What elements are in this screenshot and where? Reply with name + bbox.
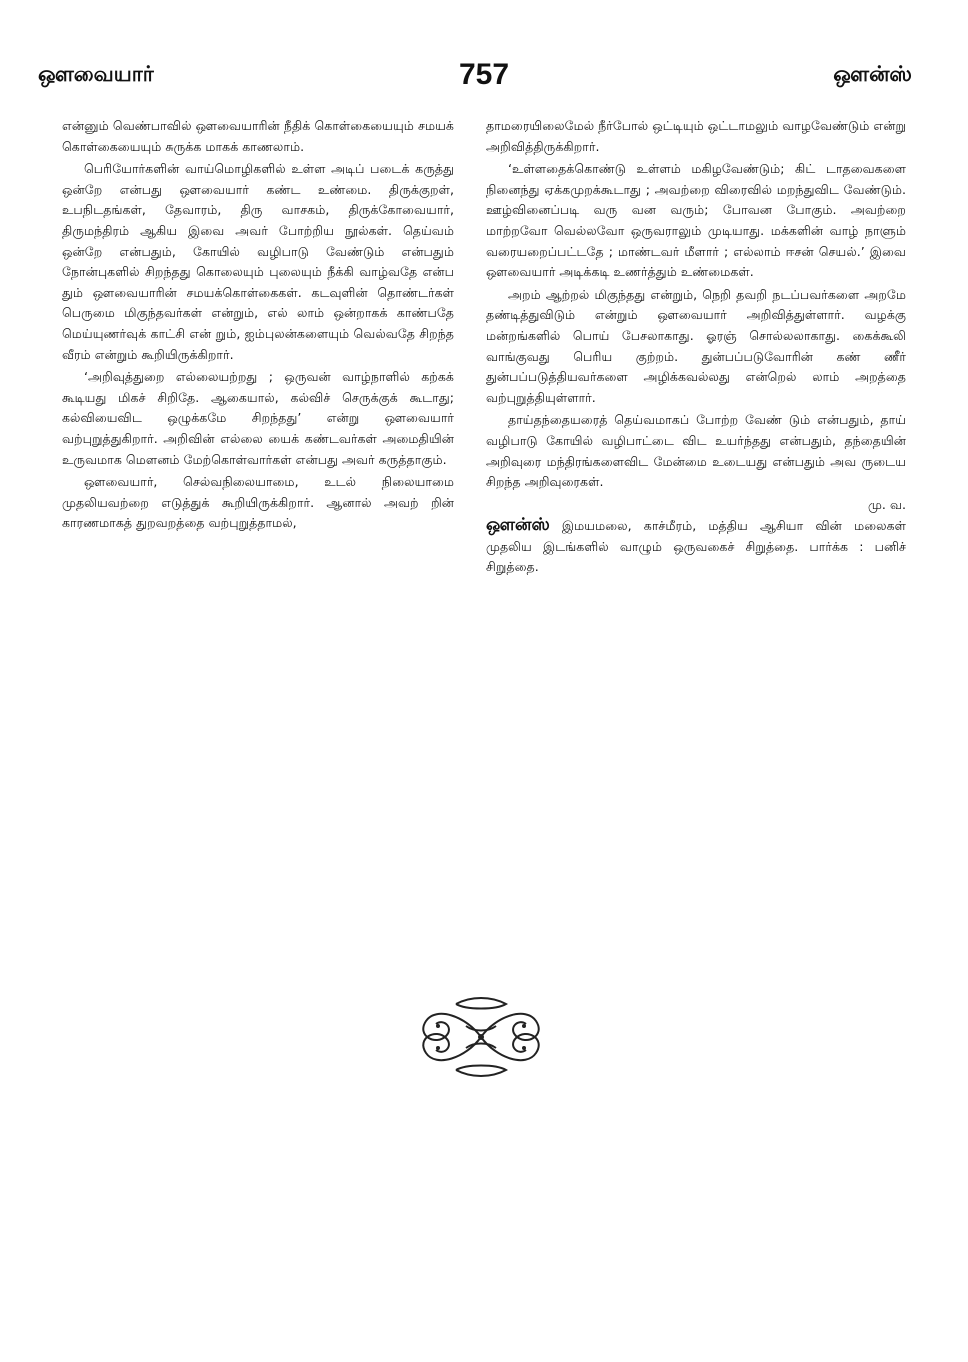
running-head-left: ஔவையார் xyxy=(38,62,154,86)
floral-tailpiece-icon xyxy=(416,996,546,1078)
page-number: 757 xyxy=(458,58,510,91)
paragraph: அறம் ஆற்றல் மிகுந்தது என்றும், நெறி தவறி நடப்பவர்களை அறமே தண்டித்துவிடும் என்றும் ஔவையார் அறிவித்துள்ளார். வழக்கு மன்றங்களில் பொய் பேசலாகாது. ஓரஞ் சொல்லலாகாது. கைக்கூலி வாங்குவது பெரிய குற்றம். துன்பப்படுவோரின் கண் ணீர் துன்பப்படுத்தியவர்களை அழிக்கவல்லது என்றெல் லாம் அறத்தை வற்புறுத்தியுள்ளார். xyxy=(486,286,906,405)
right-column xyxy=(486,116,906,580)
left-column xyxy=(62,116,454,536)
entry-text: இமயமலை, காச்மீரம், மத்திய ஆசியா வின் மலைகள் முதலிய இடங்களில் வாழும் ஒருவகைச் சிறுத்தை. பார்க்க : பனிச் சிறுத்தை. xyxy=(486,518,906,575)
paragraph: ஔவையார், செல்வநிலையாமை, உடல் நிலையாமை முதலியவற்றை எடுத்துக் கூறியிருக்கிறார். ஆனால் அவற் றின் காரணமாகத் துறவறத்தை வற்புறுத்தாமல், xyxy=(62,474,454,531)
dictionary-entry xyxy=(486,515,906,578)
paragraph: ‘உள்ளதைக்கொண்டு உள்ளம் மகிழவேண்டும்; கிட் டாதவைகளை நினைந்து ஏக்கமுறக்கூடாது ; அவற்றை விரைவில் மறந்துவிட வேண்டும். ஊழ்வினைப்படி வரு வன வரும்; போவன போகும். அவற்றை மாற்றவோ வெல்லவோ ஒருவராலும் முடியாது. மக்களின் வாழ் நாளும் வரையறைப்பட்டதே ; மாண்டவர் மீளார் ; எல்லாம் ஈசன் செயல்.’ இவை ஔவையார் அடிக்கடி உணர்த்தும் உண்மைகள். xyxy=(486,161,906,280)
paragraph: பெரியோர்களின் வாய்மொழிகளில் உள்ள அடிப் படைக் கருத்து ஒன்றே என்பது ஔவையார் கண்ட உண்மை. திருக்குறள், உபநிடதங்கள், தேவாரம், திரு வாசகம், திருக்கோவையார், திருமந்திரம் ஆகிய இவை அவர் போற்றிய நூல்கள். தெய்வம் ஒன்றே என்பதும், கோயில் வழிபாடு வேண்டும் என்பதும் நோன்புகளில் சிறந்தது கொலையும் புலையும் நீக்கி வாழ்வதே என்ப தும் ஔவையாரின் சமயக்கொள்கைகள். கடவுளின் தொண்டர்கள் பெருமை மிகுந்தவர்கள் என்றும், எல் லாம் ஒன்றாகக் காண்பதே மெய்யுணர்வுக் காட்சி என் றும், ஐம்புலன்களையும் வெல்வதே சிறந்த வீரம் என்றும் கூறியிருக்கிறார். xyxy=(62,161,454,362)
paragraph: ‘அறிவுத்துறை எல்லையற்றது ; ஒருவன் வாழ்நாளில் கற்கக் கூடியது மிகச் சிறிதே. ஆகையால், கல்விச் செருக்குக் கூடாது; கல்வியைவிட ஒழுக்கமே சிறந்தது’ என்று ஔவையார் வற்புறுத்துகிறார். அறிவின் எல்லை யைக் கண்டவர்கள் அமைதியின் உருவமாக மௌனம் மேற்கொள்வார்கள் என்பது அவர் கருத்தாகும். xyxy=(62,369,454,467)
entry-headword: ஔன்ஸ் xyxy=(486,515,550,536)
paragraph-text: தாய்தந்தையரைத் தெய்வமாகப் போற்ற வேண் டும் என்பதும், தாய் வழிபாடு கோயில் வழிபாட்டை விட உயர்ந்தது என்பதும், தந்தையின் அறிவுரை மந்திரங்களைவிட மேன்மை உடையது என்பதும் அவ ருடைய சிறந்த அறிவுரைகள். xyxy=(486,412,906,490)
author-signature: மு. வ. xyxy=(867,496,906,512)
running-head-right: ஔன்ஸ் xyxy=(833,62,912,86)
paragraph: தாமரையிலைமேல் நீர்போல் ஒட்டியும் ஒட்டாமலும் வாழவேண்டும் என்று அறிவித்திருக்கிறார். xyxy=(486,118,906,154)
paragraph: என்னும் வெண்பாவில் ஔவையாரின் நீதிக் கொள்கையையும் சமயக் கொள்கையையும் சுருக்க மாகக் காணலாம். xyxy=(62,118,454,154)
paragraph xyxy=(486,410,906,492)
